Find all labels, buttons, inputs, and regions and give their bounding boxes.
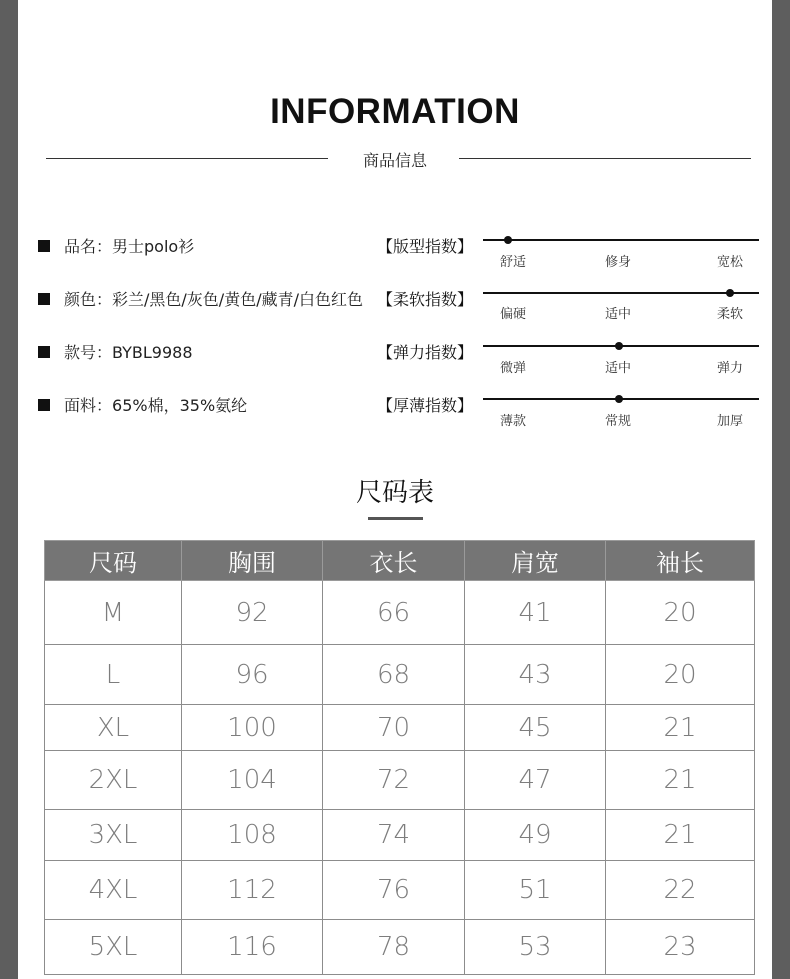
index-marker xyxy=(615,342,623,350)
table-cell: 76 xyxy=(323,861,465,920)
table-row xyxy=(45,861,755,920)
table-cell: 21 xyxy=(606,810,755,861)
table-cell: 74 xyxy=(323,810,465,861)
index-label: 【柔软指数】 xyxy=(377,290,474,309)
header-length: 衣长 xyxy=(323,541,465,581)
table-row xyxy=(45,810,755,861)
table-cell: 20 xyxy=(606,581,755,645)
table-cell: 92 xyxy=(182,581,323,645)
info-item-style-number xyxy=(38,341,378,364)
table-cell: 72 xyxy=(323,751,465,810)
bullet-icon xyxy=(38,293,50,305)
index-tick-high: 加厚 xyxy=(717,414,744,429)
index-marker xyxy=(504,236,512,244)
table-header-row xyxy=(45,541,755,581)
index-tick-high: 弹力 xyxy=(717,361,744,376)
table-row xyxy=(45,751,755,810)
info-value: 彩兰/黑色/灰色/黄色/藏青/白色红色 xyxy=(112,290,363,309)
table-cell: 20 xyxy=(606,645,755,705)
info-item-name xyxy=(38,235,378,258)
table-cell: 5XL xyxy=(45,920,182,975)
info-label: 面料： xyxy=(64,396,113,415)
index-label: 【版型指数】 xyxy=(377,237,474,256)
table-cell: 70 xyxy=(323,705,465,751)
info-value: BYBL9988 xyxy=(112,343,193,362)
table-cell: 43 xyxy=(465,645,606,705)
table-cell: 45 xyxy=(465,705,606,751)
size-chart-title: 尺码表 xyxy=(355,478,434,508)
info-item-fabric xyxy=(38,394,378,417)
index-scale-line xyxy=(483,292,759,294)
index-scale-line xyxy=(483,239,759,241)
table-cell: 49 xyxy=(465,810,606,861)
size-chart-title-underline xyxy=(368,517,423,520)
table-cell: 3XL xyxy=(45,810,182,861)
table-cell: 108 xyxy=(182,810,323,861)
table-cell: 22 xyxy=(606,861,755,920)
index-tick-high: 宽松 xyxy=(717,255,744,270)
info-value: 65%棉，35%氨纶 xyxy=(112,396,248,415)
table-cell: 47 xyxy=(465,751,606,810)
index-tick-low: 薄款 xyxy=(500,414,527,429)
table-row xyxy=(45,920,755,975)
info-label: 品名： xyxy=(64,237,113,256)
index-marker xyxy=(615,395,623,403)
page-title: INFORMATION xyxy=(270,92,520,131)
index-tick-high: 柔软 xyxy=(717,307,744,322)
bullet-icon xyxy=(38,346,50,358)
table-row xyxy=(45,705,755,751)
index-tick-mid: 适中 xyxy=(605,361,632,376)
table-row xyxy=(45,581,755,645)
index-tick-low: 微弹 xyxy=(500,361,527,376)
index-label: 【厚薄指数】 xyxy=(377,396,474,415)
table-cell: M xyxy=(45,581,182,645)
table-cell: 78 xyxy=(323,920,465,975)
header-chest: 胸围 xyxy=(182,541,323,581)
table-cell: 68 xyxy=(323,645,465,705)
table-cell: L xyxy=(45,645,182,705)
index-tick-mid: 常规 xyxy=(605,414,632,429)
index-tick-mid: 修身 xyxy=(605,255,632,270)
bullet-icon xyxy=(38,399,50,411)
info-label: 款号： xyxy=(64,343,113,362)
table-cell: 104 xyxy=(182,751,323,810)
bullet-icon xyxy=(38,240,50,252)
table-cell: 51 xyxy=(465,861,606,920)
table-cell: 21 xyxy=(606,751,755,810)
table-cell: 23 xyxy=(606,920,755,975)
header-size: 尺码 xyxy=(45,541,182,581)
table-cell: 112 xyxy=(182,861,323,920)
table-cell: 116 xyxy=(182,920,323,975)
index-tick-mid: 适中 xyxy=(605,307,632,322)
page-subtitle: 商品信息 xyxy=(362,151,427,170)
index-label: 【弹力指数】 xyxy=(377,343,474,362)
index-tick-low: 偏硬 xyxy=(500,307,527,322)
table-cell: 4XL xyxy=(45,861,182,920)
table-cell: 66 xyxy=(323,581,465,645)
size-table xyxy=(44,540,755,975)
info-label: 颜色： xyxy=(64,290,113,309)
header-sleeve: 袖长 xyxy=(606,541,755,581)
table-cell: 96 xyxy=(182,645,323,705)
table-cell: XL xyxy=(45,705,182,751)
table-cell: 53 xyxy=(465,920,606,975)
index-marker xyxy=(726,289,734,297)
header-shoulder: 肩宽 xyxy=(465,541,606,581)
table-row xyxy=(45,645,755,705)
info-value: 男士polo衫 xyxy=(112,237,195,256)
table-cell: 2XL xyxy=(45,751,182,810)
info-item-color xyxy=(38,288,393,311)
table-cell: 21 xyxy=(606,705,755,751)
table-cell: 100 xyxy=(182,705,323,751)
table-cell: 41 xyxy=(465,581,606,645)
index-tick-low: 舒适 xyxy=(500,255,527,270)
